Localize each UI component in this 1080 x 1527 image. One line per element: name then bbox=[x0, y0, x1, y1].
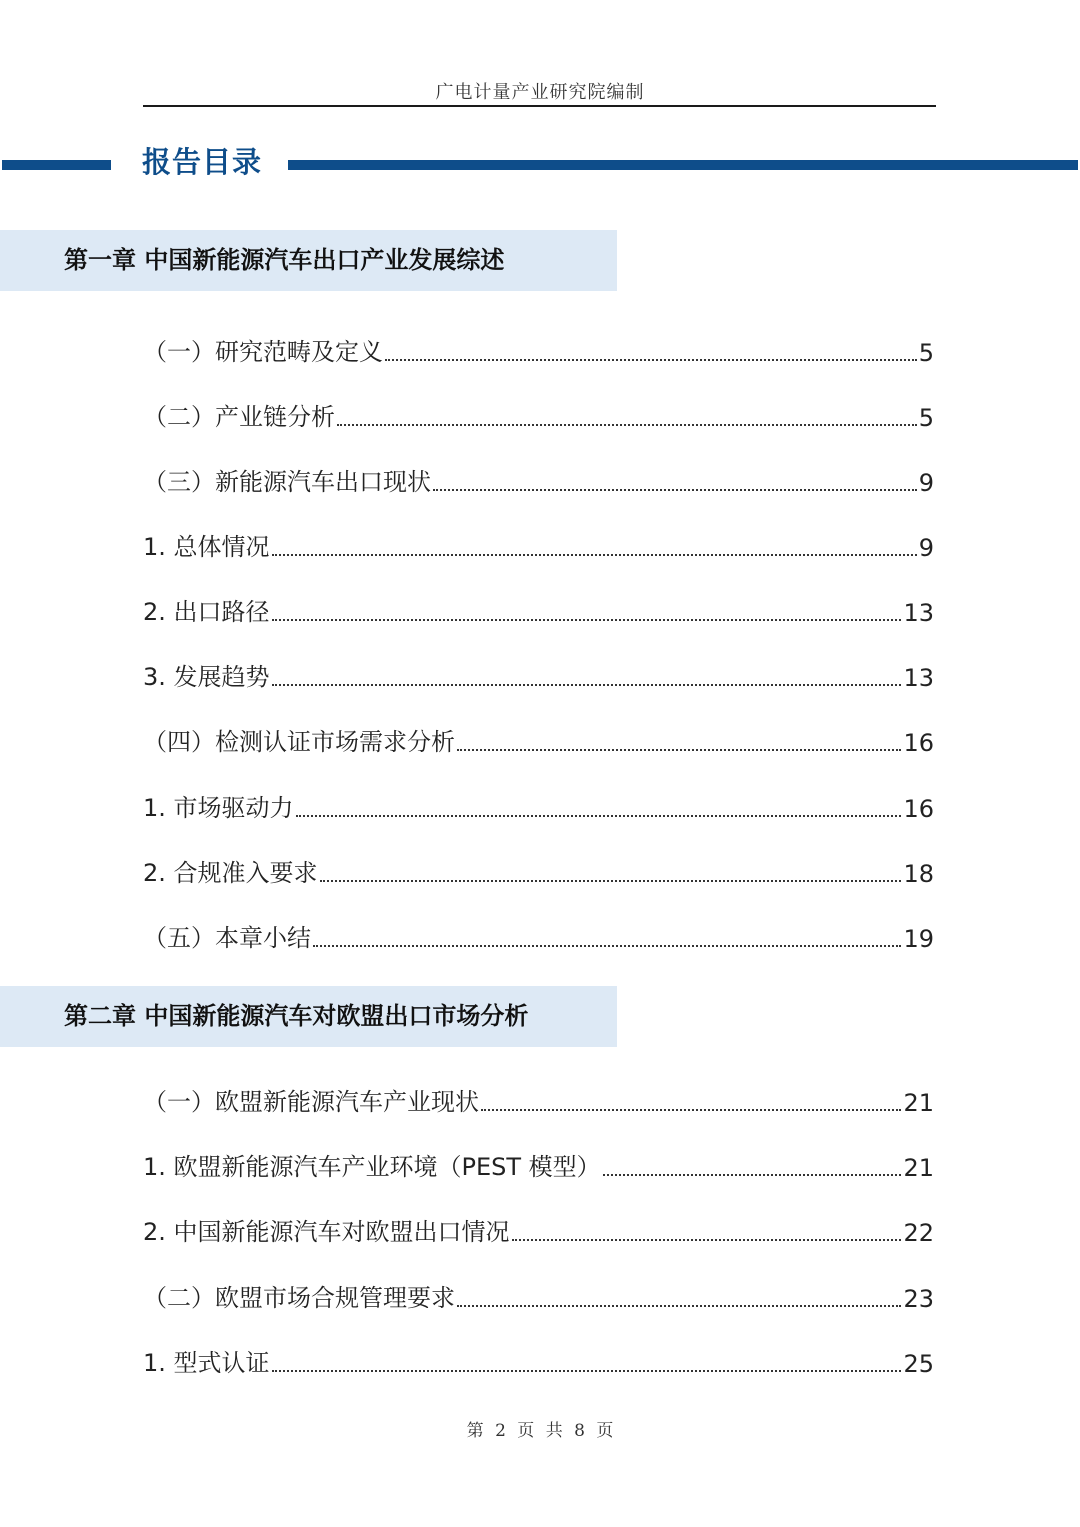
toc-entry-label: （五）本章小结 bbox=[143, 924, 311, 952]
toc-leader-dots bbox=[272, 554, 917, 556]
toc-entry-label: （四）检测认证市场需求分析 bbox=[143, 728, 455, 756]
toc-entry[interactable] bbox=[143, 1210, 936, 1250]
toc-entry-label: （二）产业链分析 bbox=[143, 403, 335, 431]
toc-entry-page: 21 bbox=[903, 1154, 934, 1182]
toc-entry-page: 25 bbox=[903, 1350, 934, 1378]
toc-entry-label: 1. 型式认证 bbox=[143, 1349, 270, 1377]
toc-entry-page: 9 bbox=[918, 534, 934, 562]
toc-leader-dots bbox=[385, 359, 917, 361]
toc-leader-dots bbox=[603, 1174, 902, 1176]
toc-entry-page: 13 bbox=[903, 664, 934, 692]
toc-entry-page: 16 bbox=[903, 729, 934, 757]
chapter-heading-1[interactable] bbox=[0, 230, 617, 291]
header-divider bbox=[143, 105, 936, 107]
toc-entry[interactable] bbox=[143, 330, 936, 370]
header-text: 广电计量产业研究院编制 bbox=[435, 82, 645, 103]
toc-entry[interactable] bbox=[143, 786, 936, 826]
toc-leader-dots bbox=[320, 880, 902, 882]
chapter-title: 第二章 中国新能源汽车对欧盟出口市场分析 bbox=[64, 1002, 529, 1030]
toc-entry-label: 1. 总体情况 bbox=[143, 533, 270, 561]
toc-entry-label: （一）欧盟新能源汽车产业现状 bbox=[143, 1088, 479, 1116]
toc-leader-dots bbox=[433, 489, 917, 491]
toc-leader-dots bbox=[272, 619, 902, 621]
toc-entry-page: 13 bbox=[903, 599, 934, 627]
toc-entry[interactable] bbox=[143, 851, 936, 891]
toc-entry-page: 9 bbox=[918, 469, 934, 497]
toc-entry[interactable] bbox=[143, 525, 936, 565]
toc-entry-label: 2. 中国新能源汽车对欧盟出口情况 bbox=[143, 1218, 510, 1246]
toc-entry[interactable] bbox=[143, 1341, 936, 1381]
toc-leader-dots bbox=[272, 684, 902, 686]
toc-leader-dots bbox=[457, 1305, 901, 1307]
toc-leader-dots bbox=[481, 1109, 901, 1111]
toc-entry[interactable] bbox=[143, 590, 936, 630]
toc-entry[interactable] bbox=[143, 1276, 936, 1316]
toc-entry-label: （二）欧盟市场合规管理要求 bbox=[143, 1284, 455, 1312]
toc-entry-page: 23 bbox=[903, 1285, 934, 1313]
toc-entry[interactable] bbox=[143, 1145, 936, 1185]
toc-entry-page: 18 bbox=[903, 860, 934, 888]
toc-leader-dots bbox=[337, 424, 917, 426]
toc-entry-page: 16 bbox=[903, 795, 934, 823]
report-title: 报告目录 bbox=[142, 145, 263, 179]
toc-entry-label: （一）研究范畴及定义 bbox=[143, 338, 383, 366]
toc-entry[interactable] bbox=[143, 395, 936, 435]
toc-entry-page: 5 bbox=[918, 339, 934, 367]
toc-leader-dots bbox=[457, 749, 901, 751]
toc-entry-label: （三）新能源汽车出口现状 bbox=[143, 468, 431, 496]
toc-entry[interactable] bbox=[143, 1080, 936, 1120]
toc-entry-page: 5 bbox=[918, 404, 934, 432]
toc-leader-dots bbox=[296, 815, 902, 817]
toc-entry-label: 2. 出口路径 bbox=[143, 598, 270, 626]
toc-entry-page: 22 bbox=[903, 1219, 934, 1247]
toc-entry-label: 3. 发展趋势 bbox=[143, 663, 270, 691]
toc-entry-page: 21 bbox=[903, 1089, 934, 1117]
toc-leader-dots bbox=[512, 1239, 902, 1241]
title-bar-left bbox=[2, 160, 111, 170]
toc-leader-dots bbox=[272, 1370, 902, 1372]
toc-entry[interactable] bbox=[143, 655, 936, 695]
chapter-title: 第一章 中国新能源汽车出口产业发展综述 bbox=[64, 246, 505, 274]
toc-entry[interactable] bbox=[143, 720, 936, 760]
title-bar-right bbox=[288, 160, 1078, 170]
chapter-heading-2[interactable] bbox=[0, 986, 617, 1047]
toc-leader-dots bbox=[313, 945, 901, 947]
toc-entry[interactable] bbox=[143, 460, 936, 500]
page-footer: 第 2 页 共 8 页 bbox=[466, 1421, 614, 1441]
toc-entry-label: 2. 合规准入要求 bbox=[143, 859, 318, 887]
toc-entry[interactable] bbox=[143, 916, 936, 956]
toc-entry-label: 1. 欧盟新能源汽车产业环境（PEST 模型） bbox=[143, 1153, 601, 1181]
toc-entry-label: 1. 市场驱动力 bbox=[143, 794, 294, 822]
toc-entry-page: 19 bbox=[903, 925, 934, 953]
